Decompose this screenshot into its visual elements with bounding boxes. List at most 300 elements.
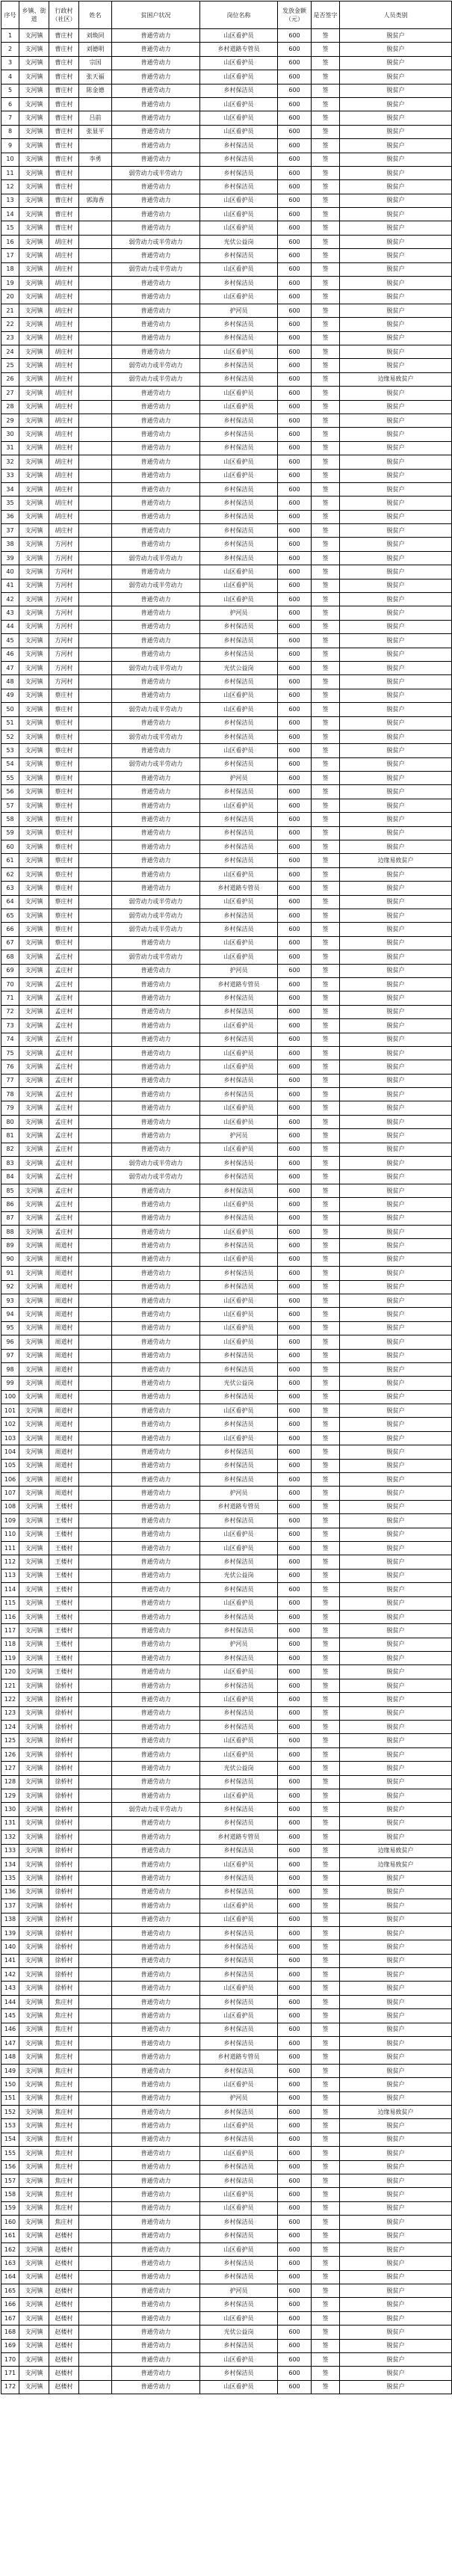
row-number-cell: 135	[1, 1872, 19, 1885]
name-cell	[79, 1033, 112, 1046]
amount-cell: 600	[278, 2284, 312, 2298]
labor-status-cell: 普通劳动力	[112, 1115, 200, 1128]
labor-status-cell: 普通劳动力	[112, 469, 200, 482]
category-cell: 脱贫户	[340, 744, 452, 757]
name-cell	[79, 2201, 112, 2215]
name-cell	[79, 469, 112, 482]
signature-cell: 签	[312, 977, 340, 991]
position-cell: 护河员	[200, 772, 278, 785]
position-cell: 乡村保洁员	[200, 2105, 278, 2118]
amount-cell: 600	[278, 2229, 312, 2243]
labor-status-cell: 普通劳动力	[112, 2119, 200, 2133]
town-cell: 支河镇	[19, 387, 49, 400]
position-cell: 山区看护员	[200, 290, 278, 304]
position-cell: 山区看护员	[200, 208, 278, 221]
category-cell: 脱贫户	[340, 882, 452, 895]
position-cell: 护河员	[200, 606, 278, 620]
village-cell: 焦庄村	[49, 2078, 79, 2091]
signature-cell: 签	[312, 345, 340, 358]
table-row	[1, 840, 452, 854]
row-number-cell: 73	[1, 1019, 19, 1033]
town-cell: 支河镇	[19, 895, 49, 909]
amount-cell: 600	[278, 867, 312, 881]
position-cell: 乡村保洁员	[200, 1844, 278, 1857]
category-cell: 脱贫户	[340, 29, 452, 43]
amount-cell: 600	[278, 1157, 312, 1170]
category-cell: 脱贫户	[340, 2023, 452, 2036]
category-cell: 脱贫户	[340, 2298, 452, 2311]
table-row	[1, 43, 452, 56]
row-number-cell: 39	[1, 551, 19, 565]
amount-cell: 600	[278, 2326, 312, 2339]
amount-cell: 600	[278, 1445, 312, 1459]
category-cell: 脱贫户	[340, 992, 452, 1005]
category-cell: 脱贫户	[340, 1198, 452, 1211]
row-number-cell: 113	[1, 1569, 19, 1582]
labor-status-cell: 普通劳动力	[112, 2037, 200, 2050]
position-cell: 山区看护员	[200, 1198, 278, 1211]
row-number-cell: 13	[1, 194, 19, 207]
town-cell: 支河镇	[19, 345, 49, 358]
signature-cell: 签	[312, 2229, 340, 2243]
name-cell	[79, 359, 112, 372]
name-cell	[79, 290, 112, 304]
signature-cell: 签	[312, 318, 340, 331]
signature-cell: 签	[312, 923, 340, 936]
labor-status-cell: 普通劳动力	[112, 194, 200, 207]
amount-cell: 600	[278, 936, 312, 950]
position-cell: 乡村保洁员	[200, 620, 278, 633]
amount-cell: 600	[278, 2050, 312, 2064]
position-cell: 乡村保洁员	[200, 1390, 278, 1404]
town-cell: 支河镇	[19, 455, 49, 469]
amount-cell: 600	[278, 1280, 312, 1294]
name-cell	[79, 1995, 112, 2008]
position-cell: 山区看护员	[200, 2119, 278, 2133]
town-cell: 支河镇	[19, 2257, 49, 2270]
table-row	[1, 166, 452, 179]
signature-cell: 签	[312, 1583, 340, 1596]
table-row	[1, 359, 452, 372]
row-number-cell: 63	[1, 882, 19, 895]
village-cell: 王楼村	[49, 1638, 79, 1651]
amount-cell: 600	[278, 730, 312, 743]
town-cell: 支河镇	[19, 840, 49, 854]
labor-status-cell: 弱劳动力或半劳动力	[112, 661, 200, 674]
table-row	[1, 757, 452, 771]
category-cell: 脱贫户	[340, 2091, 452, 2105]
amount-cell: 600	[278, 249, 312, 262]
village-cell: 周道村	[49, 1321, 79, 1335]
table-row	[1, 1638, 452, 1651]
village-cell: 孟庄村	[49, 1170, 79, 1184]
position-cell: 乡村保洁员	[200, 1872, 278, 1885]
labor-status-cell: 普通劳动力	[112, 1541, 200, 1555]
row-number-cell: 29	[1, 414, 19, 427]
category-cell: 脱贫户	[340, 2284, 452, 2298]
row-number-cell: 41	[1, 579, 19, 592]
town-cell: 支河镇	[19, 1074, 49, 1087]
signature-cell: 签	[312, 1624, 340, 1638]
name-cell	[79, 1431, 112, 1445]
position-cell: 乡村保洁员	[200, 2298, 278, 2311]
table-row	[1, 1101, 452, 1115]
table-row	[1, 2023, 452, 2036]
amount-cell: 600	[278, 1721, 312, 1734]
name-cell	[79, 2339, 112, 2352]
village-cell: 王楼村	[49, 1569, 79, 1582]
labor-status-cell: 普通劳动力	[112, 689, 200, 702]
table-row	[1, 1418, 452, 1431]
table-row	[1, 1362, 452, 1376]
village-cell: 胡庄村	[49, 510, 79, 523]
position-cell: 山区看护员	[200, 593, 278, 606]
signature-cell: 签	[312, 372, 340, 386]
amount-cell: 600	[278, 70, 312, 84]
position-cell: 乡村保洁员	[200, 2160, 278, 2174]
village-cell: 赵楼村	[49, 2284, 79, 2298]
name-cell	[79, 1665, 112, 1679]
labor-status-cell: 普通劳动力	[112, 345, 200, 358]
amount-cell: 600	[278, 180, 312, 194]
signature-cell: 签	[312, 1170, 340, 1184]
position-cell: 山区看护员	[200, 56, 278, 70]
signature-cell: 签	[312, 1679, 340, 1692]
signature-cell: 签	[312, 648, 340, 661]
category-cell: 脱贫户	[340, 1995, 452, 2008]
village-cell: 孟庄村	[49, 1046, 79, 1060]
amount-cell: 600	[278, 29, 312, 43]
row-number-cell: 70	[1, 977, 19, 991]
row-number-cell: 42	[1, 593, 19, 606]
amount-cell: 600	[278, 2257, 312, 2270]
amount-cell: 600	[278, 1857, 312, 1871]
village-cell: 焦庄村	[49, 2037, 79, 2050]
position-cell: 乡村保洁员	[200, 2023, 278, 2036]
labor-status-cell: 弱劳动力或半劳动力	[112, 703, 200, 716]
row-number-cell: 103	[1, 1431, 19, 1445]
position-cell: 护河员	[200, 1487, 278, 1500]
signature-cell: 签	[312, 689, 340, 702]
table-row	[1, 689, 452, 702]
amount-cell: 600	[278, 1926, 312, 1940]
labor-status-cell: 普通劳动力	[112, 1294, 200, 1307]
position-cell: 乡村保洁员	[200, 2270, 278, 2284]
name-cell	[79, 1377, 112, 1390]
position-cell: 山区看护员	[200, 1321, 278, 1335]
town-cell: 支河镇	[19, 249, 49, 262]
category-cell: 脱贫户	[340, 1830, 452, 1844]
position-cell: 乡村保洁员	[200, 854, 278, 867]
table-row	[1, 2380, 452, 2394]
row-number-cell: 168	[1, 2326, 19, 2339]
category-cell: 脱贫户	[340, 909, 452, 923]
name-cell	[79, 565, 112, 579]
signature-cell: 签	[312, 1652, 340, 1665]
town-cell: 支河镇	[19, 29, 49, 43]
table-row	[1, 1528, 452, 1541]
category-cell: 脱贫户	[340, 1638, 452, 1651]
signature-cell: 签	[312, 84, 340, 97]
village-cell: 焦庄村	[49, 1995, 79, 2008]
table-row	[1, 2009, 452, 2023]
signature-cell: 签	[312, 1431, 340, 1445]
name-cell	[79, 1280, 112, 1294]
town-cell: 支河镇	[19, 1280, 49, 1294]
town-cell: 支河镇	[19, 2009, 49, 2023]
labor-status-cell: 普通劳动力	[112, 1239, 200, 1252]
amount-cell: 600	[278, 482, 312, 496]
village-cell: 胡庄村	[49, 304, 79, 317]
village-cell: 焦庄村	[49, 2160, 79, 2174]
signature-cell: 签	[312, 1321, 340, 1335]
labor-status-cell: 普通劳动力	[112, 400, 200, 414]
village-cell: 胡庄村	[49, 524, 79, 538]
village-cell: 周道村	[49, 1377, 79, 1390]
amount-cell: 600	[278, 497, 312, 510]
signature-cell: 签	[312, 482, 340, 496]
amount-cell: 600	[278, 2367, 312, 2380]
position-cell: 乡村保洁员	[200, 1005, 278, 1018]
category-cell: 脱贫户	[340, 1747, 452, 1761]
town-cell: 支河镇	[19, 2188, 49, 2201]
table-row	[1, 2298, 452, 2311]
name-cell	[79, 1005, 112, 1018]
town-cell: 支河镇	[19, 441, 49, 455]
table-row	[1, 1170, 452, 1184]
category-cell: 脱贫户	[340, 1872, 452, 1885]
labor-status-cell: 普通劳动力	[112, 304, 200, 317]
labor-status-cell: 普通劳动力	[112, 2243, 200, 2256]
labor-status-cell: 普通劳动力	[112, 414, 200, 427]
position-cell: 乡村保洁员	[200, 2064, 278, 2077]
row-number-cell: 172	[1, 2380, 19, 2394]
category-cell: 脱贫户	[340, 469, 452, 482]
name-cell	[79, 2243, 112, 2256]
signature-cell: 签	[312, 235, 340, 248]
position-cell: 山区看护员	[200, 1431, 278, 1445]
name-cell	[79, 882, 112, 895]
amount-cell: 600	[278, 2078, 312, 2091]
village-cell: 周道村	[49, 1418, 79, 1431]
town-cell: 支河镇	[19, 2229, 49, 2243]
village-cell: 赵楼村	[49, 2339, 79, 2352]
village-cell: 赵楼村	[49, 2298, 79, 2311]
name-cell	[79, 1940, 112, 1954]
table-row	[1, 1487, 452, 1500]
name-cell	[79, 2188, 112, 2201]
signature-cell: 签	[312, 400, 340, 414]
village-cell: 孟庄村	[49, 1005, 79, 1018]
amount-cell: 600	[278, 813, 312, 826]
category-cell: 脱贫户	[340, 772, 452, 785]
position-cell: 山区看护员	[200, 1747, 278, 1761]
row-number-cell: 154	[1, 2133, 19, 2146]
table-row	[1, 1706, 452, 1720]
amount-cell: 600	[278, 757, 312, 771]
table-row	[1, 785, 452, 799]
table-row	[1, 1857, 452, 1871]
name-cell: 李勇	[79, 153, 112, 166]
village-cell: 胡庄村	[49, 331, 79, 345]
category-cell: 边缘易致贫户	[340, 854, 452, 867]
category-cell: 脱贫户	[340, 1431, 452, 1445]
position-cell: 乡村保洁员	[200, 277, 278, 290]
labor-status-cell: 普通劳动力	[112, 2284, 200, 2298]
town-cell: 支河镇	[19, 1362, 49, 1376]
signature-cell: 签	[312, 1665, 340, 1679]
table-row	[1, 1459, 452, 1472]
amount-cell: 600	[278, 1225, 312, 1238]
row-number-cell: 69	[1, 964, 19, 977]
amount-cell: 600	[278, 166, 312, 179]
row-number-cell: 151	[1, 2091, 19, 2105]
signature-cell: 签	[312, 1157, 340, 1170]
village-cell: 孟庄村	[49, 1060, 79, 1074]
labor-status-cell: 普通劳动力	[112, 634, 200, 648]
name-cell	[79, 675, 112, 689]
labor-status-cell: 普通劳动力	[112, 1473, 200, 1487]
amount-cell: 600	[278, 1885, 312, 1899]
amount-cell: 600	[278, 964, 312, 977]
labor-status-cell: 普通劳动力	[112, 1816, 200, 1830]
amount-cell: 600	[278, 1940, 312, 1954]
row-number-cell: 122	[1, 1693, 19, 1706]
village-cell: 曹庄村	[49, 153, 79, 166]
town-cell: 支河镇	[19, 675, 49, 689]
amount-cell: 600	[278, 372, 312, 386]
row-number-cell: 89	[1, 1239, 19, 1252]
labor-status-cell: 普通劳动力	[112, 1885, 200, 1899]
signature-cell: 签	[312, 2160, 340, 2174]
village-cell: 焦庄村	[49, 2188, 79, 2201]
signature-cell: 签	[312, 538, 340, 551]
position-cell: 乡村保洁员	[200, 441, 278, 455]
town-cell: 支河镇	[19, 1005, 49, 1018]
labor-status-cell: 普通劳动力	[112, 2380, 200, 2394]
village-cell: 曹庄村	[49, 194, 79, 207]
signature-cell: 签	[312, 1101, 340, 1115]
labor-status-cell: 普通劳动力	[112, 2050, 200, 2064]
row-number-cell: 60	[1, 840, 19, 854]
signature-cell: 签	[312, 1005, 340, 1018]
position-cell: 乡村保洁员	[200, 1349, 278, 1362]
row-number-cell: 18	[1, 262, 19, 276]
village-cell: 胡庄村	[49, 359, 79, 372]
town-cell: 支河镇	[19, 1747, 49, 1761]
signature-cell: 签	[312, 2201, 340, 2215]
position-cell: 乡村保洁员	[200, 1459, 278, 1472]
village-cell: 孟庄村	[49, 1184, 79, 1197]
signature-cell: 签	[312, 785, 340, 799]
name-cell	[79, 2133, 112, 2146]
position-cell: 乡村保洁员	[200, 1721, 278, 1734]
labor-status-cell: 普通劳动力	[112, 2367, 200, 2380]
signature-cell: 签	[312, 2078, 340, 2091]
name-cell	[79, 1638, 112, 1651]
row-number-cell: 118	[1, 1638, 19, 1651]
labor-status-cell: 普通劳动力	[112, 56, 200, 70]
name-cell	[79, 634, 112, 648]
category-cell: 脱贫户	[340, 1349, 452, 1362]
row-number-cell: 134	[1, 1857, 19, 1871]
category-cell: 脱贫户	[340, 277, 452, 290]
amount-cell: 600	[278, 799, 312, 812]
row-number-cell: 101	[1, 1404, 19, 1418]
name-cell	[79, 1101, 112, 1115]
category-cell: 脱贫户	[340, 1390, 452, 1404]
town-cell: 支河镇	[19, 593, 49, 606]
position-cell: 山区看护员	[200, 867, 278, 881]
position-cell: 乡村道路专管员	[200, 1830, 278, 1844]
name-cell	[79, 730, 112, 743]
labor-status-cell: 普通劳动力	[112, 318, 200, 331]
category-cell: 脱贫户	[340, 2201, 452, 2215]
village-cell: 徐桥村	[49, 1734, 79, 1747]
name-cell	[79, 1803, 112, 1816]
category-cell: 脱贫户	[340, 70, 452, 84]
village-cell: 孟庄村	[49, 1129, 79, 1143]
amount-cell: 600	[278, 1913, 312, 1926]
name-cell	[79, 1899, 112, 1913]
amount-cell: 600	[278, 840, 312, 854]
row-number-cell: 19	[1, 277, 19, 290]
table-row	[1, 414, 452, 427]
amount-cell: 600	[278, 579, 312, 592]
amount-cell: 600	[278, 689, 312, 702]
row-number-cell: 81	[1, 1129, 19, 1143]
name-cell	[79, 1926, 112, 1940]
amount-cell: 600	[278, 744, 312, 757]
name-cell	[79, 1830, 112, 1844]
name-cell	[79, 648, 112, 661]
amount-cell: 600	[278, 1624, 312, 1638]
name-cell: 张天福	[79, 70, 112, 84]
position-cell: 山区看护员	[200, 2078, 278, 2091]
table-row	[1, 648, 452, 661]
town-cell: 支河镇	[19, 70, 49, 84]
position-cell: 乡村保洁员	[200, 372, 278, 386]
name-cell	[79, 1721, 112, 1734]
town-cell: 支河镇	[19, 977, 49, 991]
amount-cell: 600	[278, 1377, 312, 1390]
category-cell: 脱贫户	[340, 2339, 452, 2352]
signature-cell: 签	[312, 799, 340, 812]
town-cell: 支河镇	[19, 1170, 49, 1184]
table-row	[1, 1995, 452, 2008]
table-row	[1, 1157, 452, 1170]
position-cell: 护河员	[200, 2284, 278, 2298]
row-number-cell: 48	[1, 675, 19, 689]
amount-cell: 600	[278, 1693, 312, 1706]
amount-cell: 600	[278, 716, 312, 730]
village-cell: 周道村	[49, 1404, 79, 1418]
labor-status-cell: 弱劳动力或半劳动力	[112, 909, 200, 923]
amount-cell: 600	[278, 1184, 312, 1197]
signature-cell: 签	[312, 2339, 340, 2352]
position-cell: 山区看护员	[200, 1913, 278, 1926]
table-row	[1, 882, 452, 895]
town-cell: 支河镇	[19, 565, 49, 579]
town-cell: 支河镇	[19, 1294, 49, 1307]
village-cell: 孟庄村	[49, 1143, 79, 1156]
village-cell: 蔡庄村	[49, 689, 79, 702]
signature-cell: 签	[312, 43, 340, 56]
labor-status-cell: 普通劳动力	[112, 1954, 200, 1967]
name-cell	[79, 304, 112, 317]
row-number-cell: 1	[1, 29, 19, 43]
amount-cell: 600	[278, 1555, 312, 1569]
